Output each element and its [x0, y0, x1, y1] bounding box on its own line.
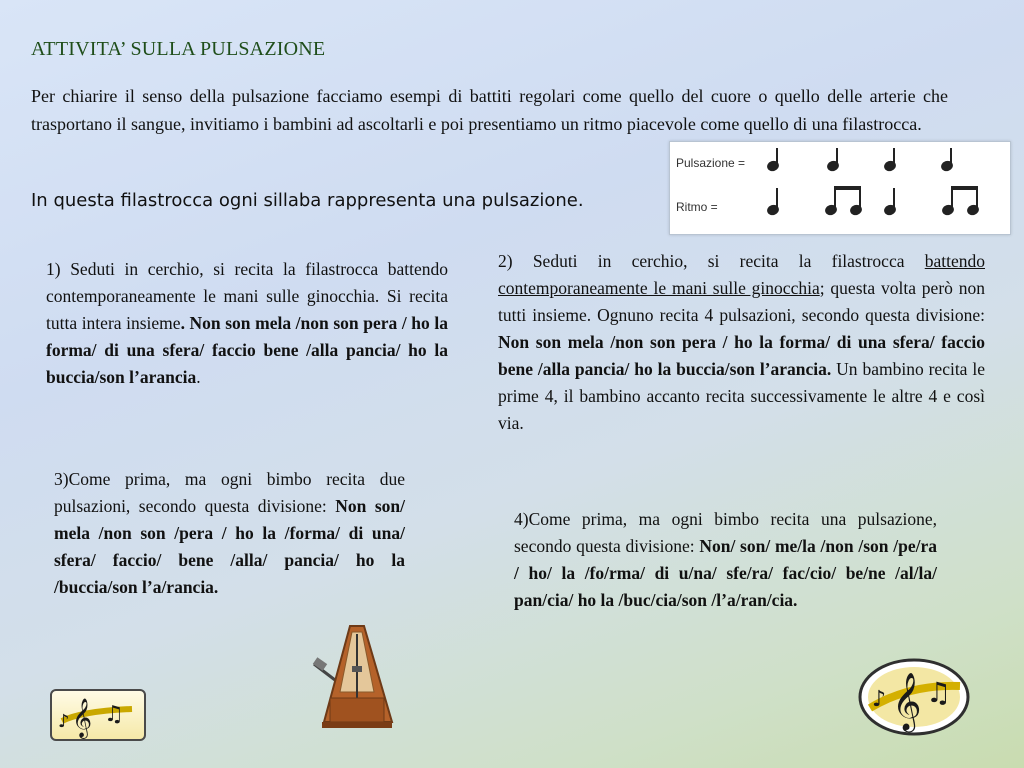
rhythm-diagram: [669, 141, 1011, 235]
intro-paragraph: Per chiarire il senso della pulsazione facciamo esempi di battiti regolari come quello del cuore o quello delle arterie che trasportano il sangue, invitiamo i bambini ad ascoltarli e poi presentiamo un ritmo piacevole come quello di una filastrocca.: [31, 86, 948, 134]
activity-4-rhyme: Non/ son/ me/la /non /son /pe/ra / ho/ la /fo/rma/ di u/na/ sfe/ra/ fac/cio/ be/ne /al/la/ pan/cia/ ho la /buc/cia/son /l’a/ran/cia.: [514, 536, 937, 610]
svg-text:♫: ♫: [926, 676, 952, 709]
rhythm-notes-row: [767, 188, 979, 215]
svg-text:♪: ♪: [872, 687, 887, 712]
activity-2-underlined: battendo contemporaneamente le mani sulle ginocchia: [498, 251, 985, 298]
activity-3: [54, 466, 405, 601]
activity-1-rhyme: . Non son mela /non son pera / ho la forma/ di una sfera/ faccio bene /alla pancia/ ho la buccia/son l’arancia: [46, 313, 448, 387]
activity-2-text-c: Un bambino recita le prime 4, il bambino accanto recita successivamente le altre 4 e così via.: [498, 359, 985, 433]
activity-3-text: 3)Come prima, ma ogni bimbo recita due pulsazioni, secondo questa divisione:: [54, 469, 405, 516]
activity-2-text-a: 2) Seduti in cerchio, si recita la filastrocca: [498, 251, 925, 271]
music-logo-right: [858, 658, 970, 736]
svg-text:♫: ♫: [104, 702, 124, 727]
metronome-icon: [312, 622, 402, 730]
svg-text:𝄞: 𝄞: [892, 672, 922, 730]
activity-1: [46, 256, 448, 391]
subtitle: In questa filastrocca ogni sillaba rappresenta una pulsazione.: [31, 190, 584, 211]
activity-4: [514, 506, 937, 614]
svg-text:𝄞: 𝄞: [72, 698, 93, 738]
music-logo-left: [50, 689, 146, 741]
activity-2-text-b: ; questa volta però non tutti insieme. Ognuno recita 4 pulsazioni, secondo questa divisione:: [498, 278, 985, 325]
pulsazione-label: Pulsazione =: [676, 156, 746, 170]
music-notes-icon: [52, 691, 144, 739]
pulse-notes: [767, 148, 953, 171]
activity-2: [498, 248, 985, 437]
ritmo-label: Ritmo =: [676, 200, 718, 214]
page-title: ATTIVITA’ SULLA PULSAZIONE: [31, 38, 326, 60]
activity-3-rhyme: Non son/ mela /non son /pera / ho la /forma/ di una/ sfera/ faccio/ bene /alla/ pancia/ ho la /buccia/son l’a/rancia.: [54, 496, 405, 597]
activity-1-text: 1) Seduti in cerchio, si recita la filastrocca battendo contemporaneamente le mani sulle ginocchia. Si recita tutta intera insieme: [46, 259, 448, 333]
svg-text:♪: ♪: [58, 711, 70, 732]
rhythm-notes: [670, 142, 1010, 234]
activity-2-rhyme: Non son mela /non son pera / ho la forma/ di una sfera/ faccio bene /alla pancia/ ho la buccia/son l’arancia.: [498, 332, 985, 379]
activity-4-text: 4)Come prima, ma ogni bimbo recita una pulsazione, secondo questa divisione:: [514, 509, 937, 556]
activity-1-end: .: [196, 367, 201, 387]
